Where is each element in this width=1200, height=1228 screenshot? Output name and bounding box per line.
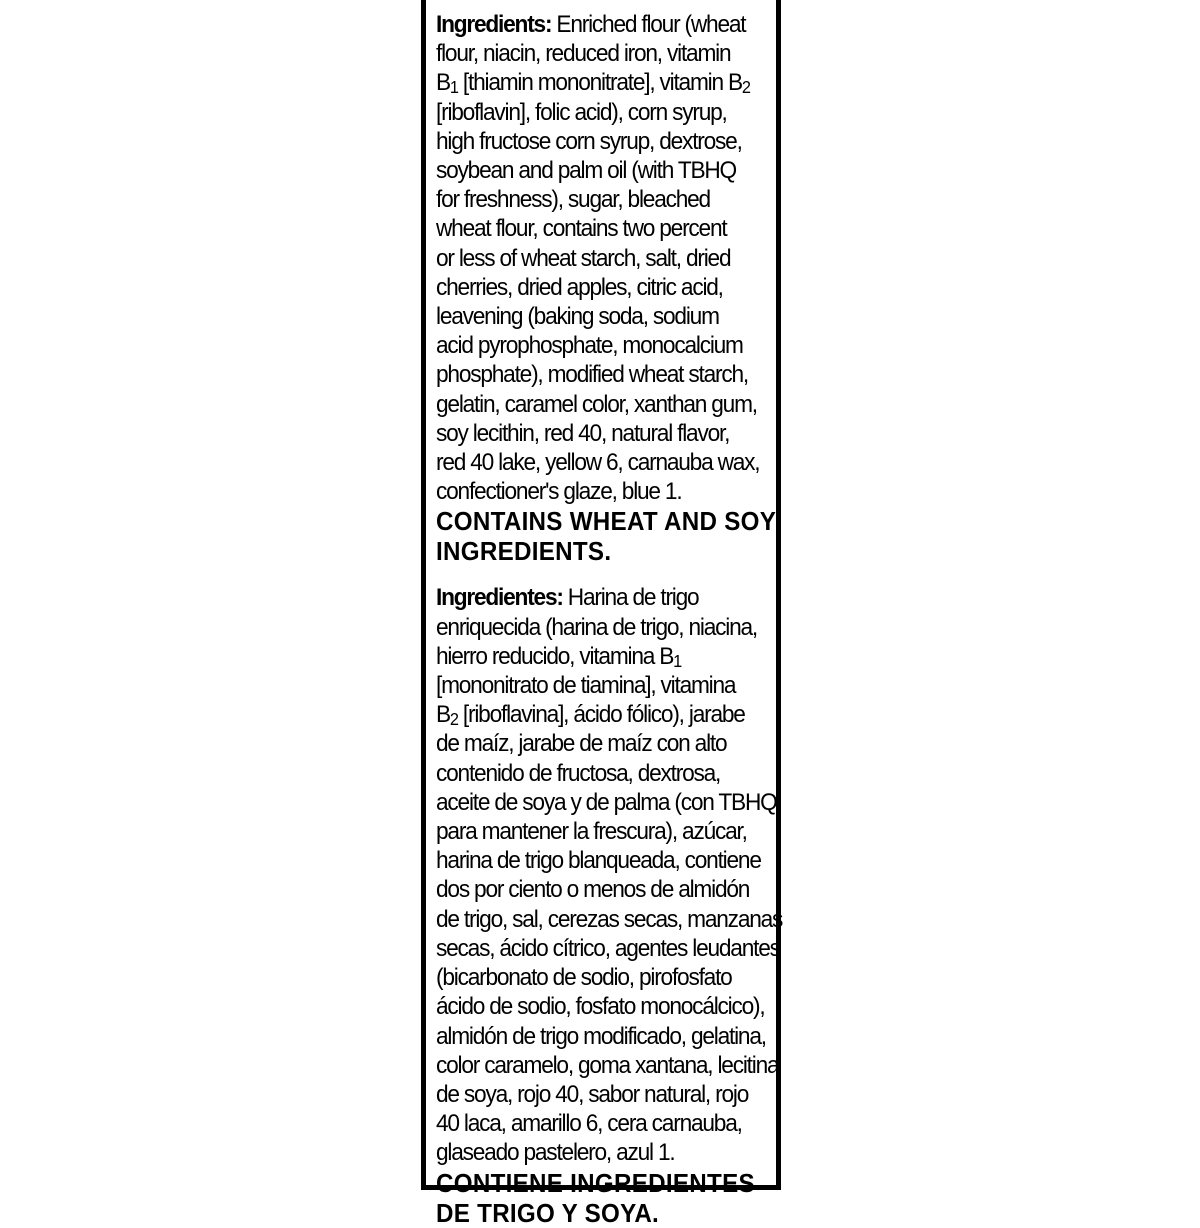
ingredient-line: 40 laca, amarillo 6, cera carnauba, [436, 1110, 742, 1138]
spanish-ingredients [436, 583, 783, 1167]
ingredient-line: harina de trigo blanqueada, contiene [436, 847, 761, 875]
ingredient-line: cherries, dried apples, citric acid, [436, 273, 723, 301]
ingredient-line: phosphate), modified wheat starch, [436, 361, 748, 389]
ingredient-line: acid pyrophosphate, monocalcium [436, 332, 743, 360]
spanish-heading: Ingredientes: [436, 584, 563, 612]
ingredient-line: glaseado pastelero, azul 1. [436, 1139, 675, 1167]
ingredient-line: for freshness), sugar, bleached [436, 186, 710, 214]
ingredient-line: Ingredients: Enriched flour (wheat [436, 11, 746, 38]
ingredient-line: $B_2$ [riboflavina], ácido fólico), jarabe [436, 701, 745, 730]
ingredient-line: contenido de fructosa, dextrosa, [436, 759, 721, 787]
english-allergen-statement [436, 506, 776, 566]
ingredient-line: de maíz, jarabe de maíz con alto [436, 730, 727, 758]
ingredient-line: wheat flour, contains two percent [436, 215, 727, 243]
section-spacer [436, 566, 768, 583]
ingredient-line: color caramelo, goma xantana, lecitina [436, 1051, 779, 1079]
ingredient-line: enriquecida (harina de trigo, niacina, [436, 613, 758, 641]
allergen-line: CONTIENE INGREDIENTES [436, 1167, 755, 1198]
ingredient-line: confectioner's glaze, blue 1. [436, 478, 682, 506]
ingredient-line: red 40 lake, yellow 6, carnauba wax, [436, 449, 760, 477]
ingredient-line: gelatin, caramel color, xanthan gum, [436, 390, 757, 418]
allergen-line: CONTAINS WHEAT AND SOY [436, 506, 777, 537]
allergen-line: DE TRIGO Y SOYA. [436, 1197, 660, 1228]
ingredient-line: para mantener la frescura), azúcar, [436, 818, 747, 846]
ingredient-line: de soya, rojo 40, sabor natural, rojo [436, 1080, 749, 1108]
ingredient-line: (bicarbonato de sodio, pirofosfato [436, 964, 732, 992]
ingredient-line: [mononitrato de tiamina], vitamina [436, 672, 736, 700]
allergen-line: INGREDIENTS. [436, 536, 612, 567]
spanish-allergen-statement [436, 1168, 776, 1228]
english-heading: Ingredients: [436, 11, 552, 38]
ingredient-line: de trigo, sal, cerezas secas, manzanas [436, 905, 783, 933]
ingredient-line: hierro reducido, vitamina $B_1$ [436, 642, 682, 672]
english-ingredients [436, 10, 776, 506]
ingredient-line: soybean and palm oil (with TBHQ [436, 157, 736, 185]
ingredient-line: [riboflavin], folic acid), corn syrup, [436, 98, 727, 126]
ingredient-line: aceite de soya y de palma (con TBHQ [436, 788, 777, 816]
ingredient-line: $B_1$ [thiamin mononitrate], vitamin $B_2$ [436, 69, 750, 98]
ingredient-line: dos por ciento o menos de almidón [436, 876, 750, 904]
ingredient-line: high fructose corn syrup, dextrose, [436, 127, 742, 155]
ingredient-line: flour, niacin, reduced iron, vitamin [436, 40, 731, 68]
ingredient-line: ácido de sodio, fosfato monocálcico), [436, 993, 765, 1021]
ingredient-line: or less of wheat starch, salt, dried [436, 244, 731, 272]
ingredients-label-panel [421, 0, 783, 1228]
ingredient-line: secas, ácido cítrico, agentes leudantes [436, 934, 780, 962]
ingredient-line: almidón de trigo modificado, gelatina, [436, 1022, 766, 1050]
ingredient-line: leavening (baking soda, sodium [436, 303, 719, 331]
ingredient-line: soy lecithin, red 40, natural flavor, [436, 419, 730, 447]
ingredient-line: Ingredientes: Harina de trigo [436, 584, 699, 612]
